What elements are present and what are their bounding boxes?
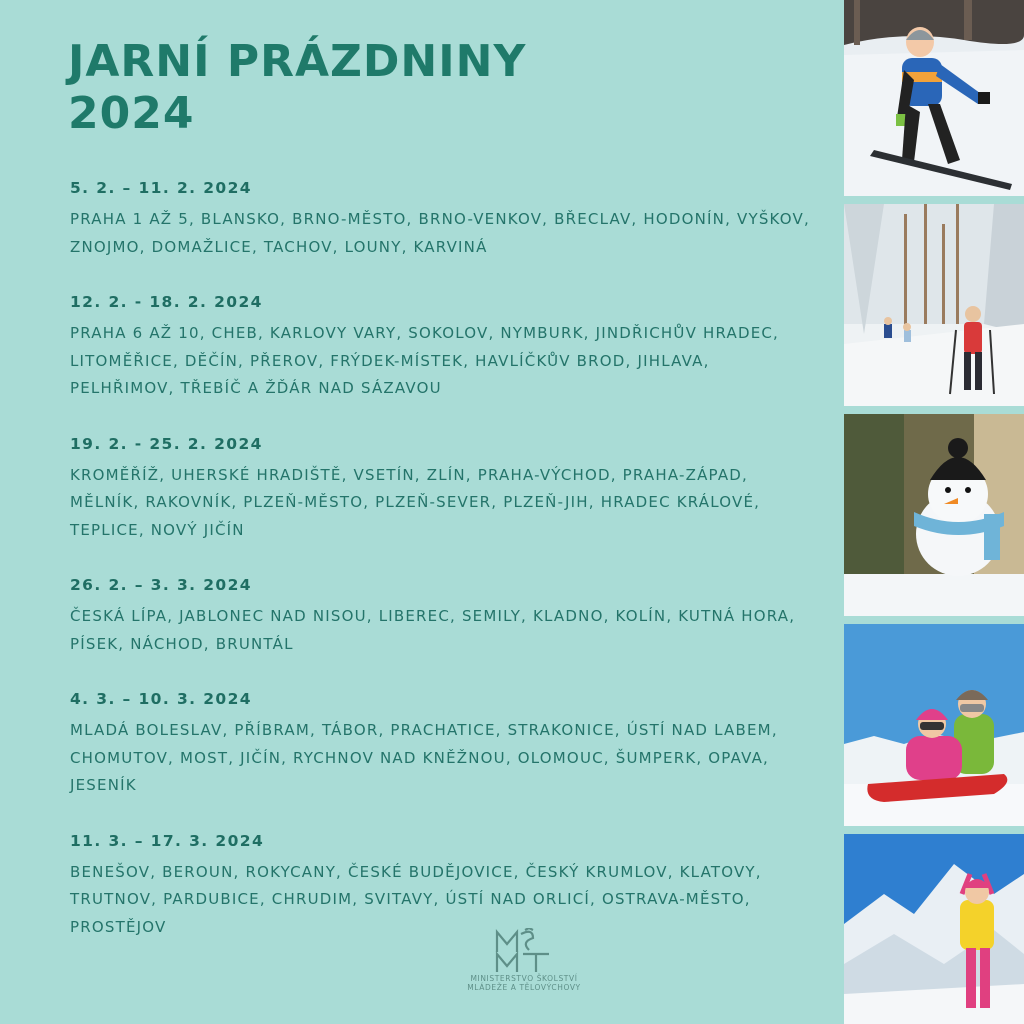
period-dates: 4. 3. – 10. 3. 2024 <box>70 690 252 708</box>
period-dates: 19. 2. - 25. 2. 2024 <box>70 434 263 453</box>
period-regions: ČESKÁ LÍPA, JABLONEC NAD NISOU, LIBEREC, SEMILY, KLADNO, KOLÍN, KUTNÁ HORA, PÍSEK, NÁCHOD, BRUNTÁL <box>70 607 796 653</box>
msmt-logo-mark <box>493 928 555 974</box>
period-dates: 11. 3. – 17. 3. 2024 <box>70 831 265 850</box>
msmt-logo <box>454 928 594 992</box>
holiday-period <box>70 434 830 545</box>
photo-family-skiing <box>844 204 1024 406</box>
period-dates: 5. 2. – 11. 2. 2024 <box>70 179 252 197</box>
period-dates: 26. 2. – 3. 3. 2024 <box>70 576 252 594</box>
photo-child-skiing-mountains <box>844 834 1024 1024</box>
photo-snowman <box>844 414 1024 616</box>
logo-text-line-1: MINISTERSTVO ŠKOLSTVÍ <box>470 974 578 983</box>
period-regions: PRAHA 1 AŽ 5, BLANSKO, BRNO-MĚSTO, BRNO-VENKOV, BŘECLAV, HODONÍN, VYŠKOV, ZNOJMO, DOMAŽLICE, TACHOV, LOUNY, KARVINÁ <box>70 210 810 256</box>
holiday-period <box>70 292 830 403</box>
title-line-2: 2024 <box>68 88 195 139</box>
title-line-1: JARNÍ PRÁZDNINY <box>68 36 527 87</box>
period-regions: KROMĚŘÍŽ, UHERSKÉ HRADIŠTĚ, VSETÍN, ZLÍN, PRAHA-VÝCHOD, PRAHA-ZÁPAD, MĚLNÍK, RAKOVNÍK, PLZEŇ-MĚSTO, PLZEŇ-SEVER, PLZEŇ-JIH, HRADEC KRÁLOVÉ, TEPLICE, NOVÝ JIČÍN <box>70 465 761 539</box>
holiday-period <box>70 689 830 800</box>
period-regions: MLADÁ BOLESLAV, PŘÍBRAM, TÁBOR, PRACHATICE, STRAKONICE, ÚSTÍ NAD LABEM, CHOMUTOV, MOST, JIČÍN, RYCHNOV NAD KNĚŽNOU, OLOMOUC, ŠUMPERK, OPAVA, JESENÍK <box>70 721 778 794</box>
period-dates: 12. 2. - 18. 2. 2024 <box>70 293 263 311</box>
holiday-period <box>70 575 830 658</box>
period-regions: BENEŠOV, BEROUN, ROKYCANY, ČESKÉ BUDĚJOVICE, ČESKÝ KRUMLOV, KLATOVY, TRUTNOV, PARDUBICE, CHRUDIM, SVITAVY, ÚSTÍ NAD ORLICÍ, OSTRAVA-MĚSTO, PROSTĚJOV <box>70 862 762 936</box>
logo-text-line-2: MLÁDEŽE A TĚLOVÝCHOVY <box>467 983 581 992</box>
photo-strip <box>842 0 1024 1024</box>
page-title <box>68 36 526 140</box>
holiday-periods-list <box>70 178 830 972</box>
period-regions: PRAHA 6 AŽ 10, CHEB, KARLOVY VARY, SOKOLOV, NYMBURK, JINDŘICHŮV HRADEC, LITOMĚŘICE, DĚČÍN, PŘEROV, FRÝDEK-MÍSTEK, HAVLÍČKŮV BROD, JIHLAVA, PELHŘIMOV, TŘEBÍČ A ŽĎÁR NAD SÁZAVOU <box>70 324 780 397</box>
photo-children-sledding <box>844 624 1024 826</box>
holiday-period <box>70 831 830 942</box>
holiday-period <box>70 178 830 261</box>
photo-child-snowboarding <box>844 0 1024 196</box>
